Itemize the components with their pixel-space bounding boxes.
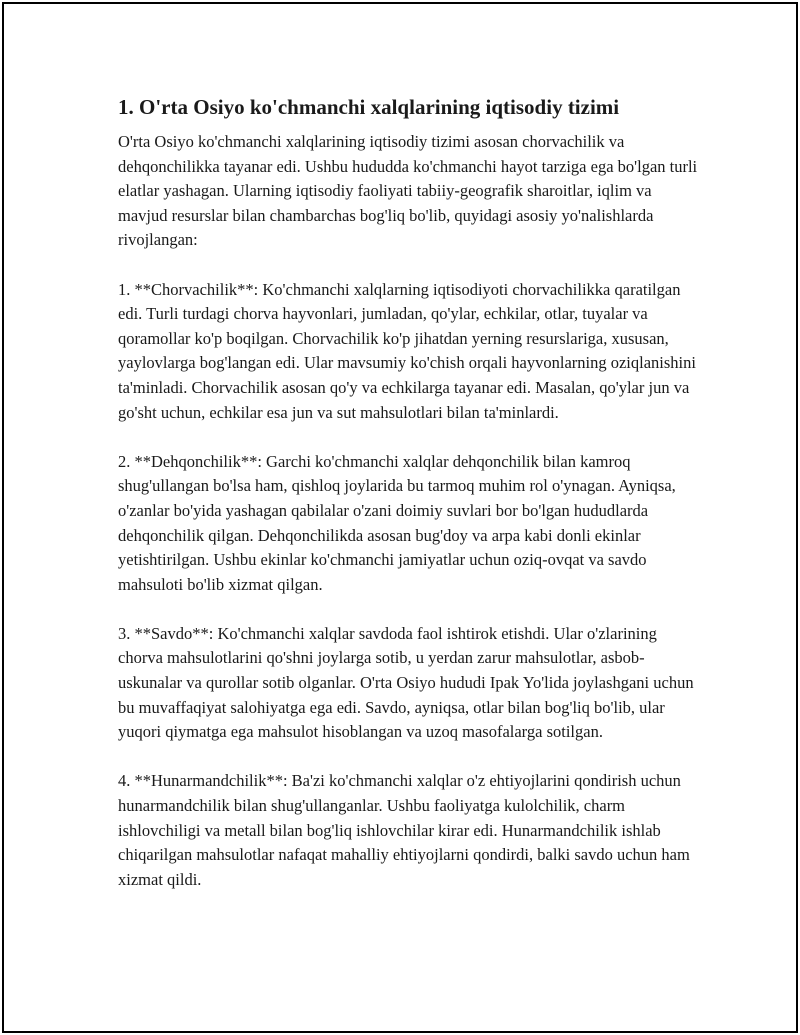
paragraph-chorvachilik: 1. **Chorvachilik**: Ko'chmanchi xalqlarning iqtisodiyoti chorvachilikka qaratilgan edi. Turli turdagi chorva hayvonlari, jumladan, qo'ylar, echkilar, otlar, tuyalar va qoramollar ko'p boqilgan. Chorvachilik ko'p jihatdan yerning resurslariga, xususan, yaylovlarga bog'langan edi. Ular mavsumiy ko'chish orqali hayvonlarning oziqlanishini ta'minladi. Chorvachilik asosan qo'y va echkilarga tayanar edi. Masalan, qo'ylar jun va go'sht uchun, echkilar esa jun va sut mahsulotlari bilan ta'minlardi.: [118, 279, 696, 422]
document-body: [118, 93, 698, 892]
section-title: 1. O'rta Osiyo ko'chmanchi xalqlarining iqtisodiy tizimi: [118, 95, 620, 119]
paragraph-dehqonchilik: 2. **Dehqonchilik**: Garchi ko'chmanchi xalqlar dehqonchilik bilan kamroq shug'ullangan bo'lsa ham, qishloq joylarida bu tarmoq muhim rol o'ynagan. Ayniqsa, o'zanlar bo'yida yashagan qabilalar o'zani doimiy suvlari bor bo'lgan hududlarda dehqonchilik qilgan. Dehqonchilikda asosan bug'doy va arpa kabi donli ekinlar yetishtirilgan. Ushbu ekinlar ko'chmanchi jamiyatlar uchun oziq-ovqat va savdo mahsuloti bo'lib xizmat qilgan.: [118, 451, 676, 594]
paragraph-hunarmandchilik: 4. **Hunarmandchilik**: Ba'zi ko'chmanchi xalqlar o'z ehtiyojlarini qondirish uchun hunarmandchilik bilan shug'ullanganlar. Ushbu faoliyatga kulolchilik, charm ishlovchiligi va metall bilan bog'liq ishlovchilar kirar edi. Hunarmandchilik ishlab chiqarilgan mahsulotlar nafaqat mahalliy ehtiyojlarni qondirdi, balki savdo uchun ham xizmat qildi.: [118, 771, 690, 889]
paragraph-savdo: 3. **Savdo**: Ko'chmanchi xalqlar savdoda faol ishtirok etishdi. Ular o'zlarining chorva mahsulotlarini qo'shni joylarga sotib, u yerdan zarur mahsulotlar, asbob-uskunalar va qurollar sotib olganlar. O'rta Osiyo hududi Ipak Yo'lida joylashgani uchun bu muvaffaqiyat salohiyatga ega edi. Savdo, ayniqsa, otlar bilan bog'liq bo'lib, ular yuqori qiymatga ega mahsulot hisoblangan va uzoq masofalarga sotilgan.: [118, 623, 694, 742]
intro-paragraph: O'rta Osiyo ko'chmanchi xalqlarining iqtisodiy tizimi asosan chorvachilik va dehqonchilikka tayanar edi. Ushbu hududda ko'chmanchi hayot tarziga ega bo'lgan turli elatlar yashagan. Ularning iqtisodiy faoliyati tabiiy-geografik sharoitlar, iqlim va mavjud resurslar bilan chambarchas bog'liq bo'lib, quyidagi asosiy yo'nalishlarda rivojlangan:: [118, 132, 698, 250]
